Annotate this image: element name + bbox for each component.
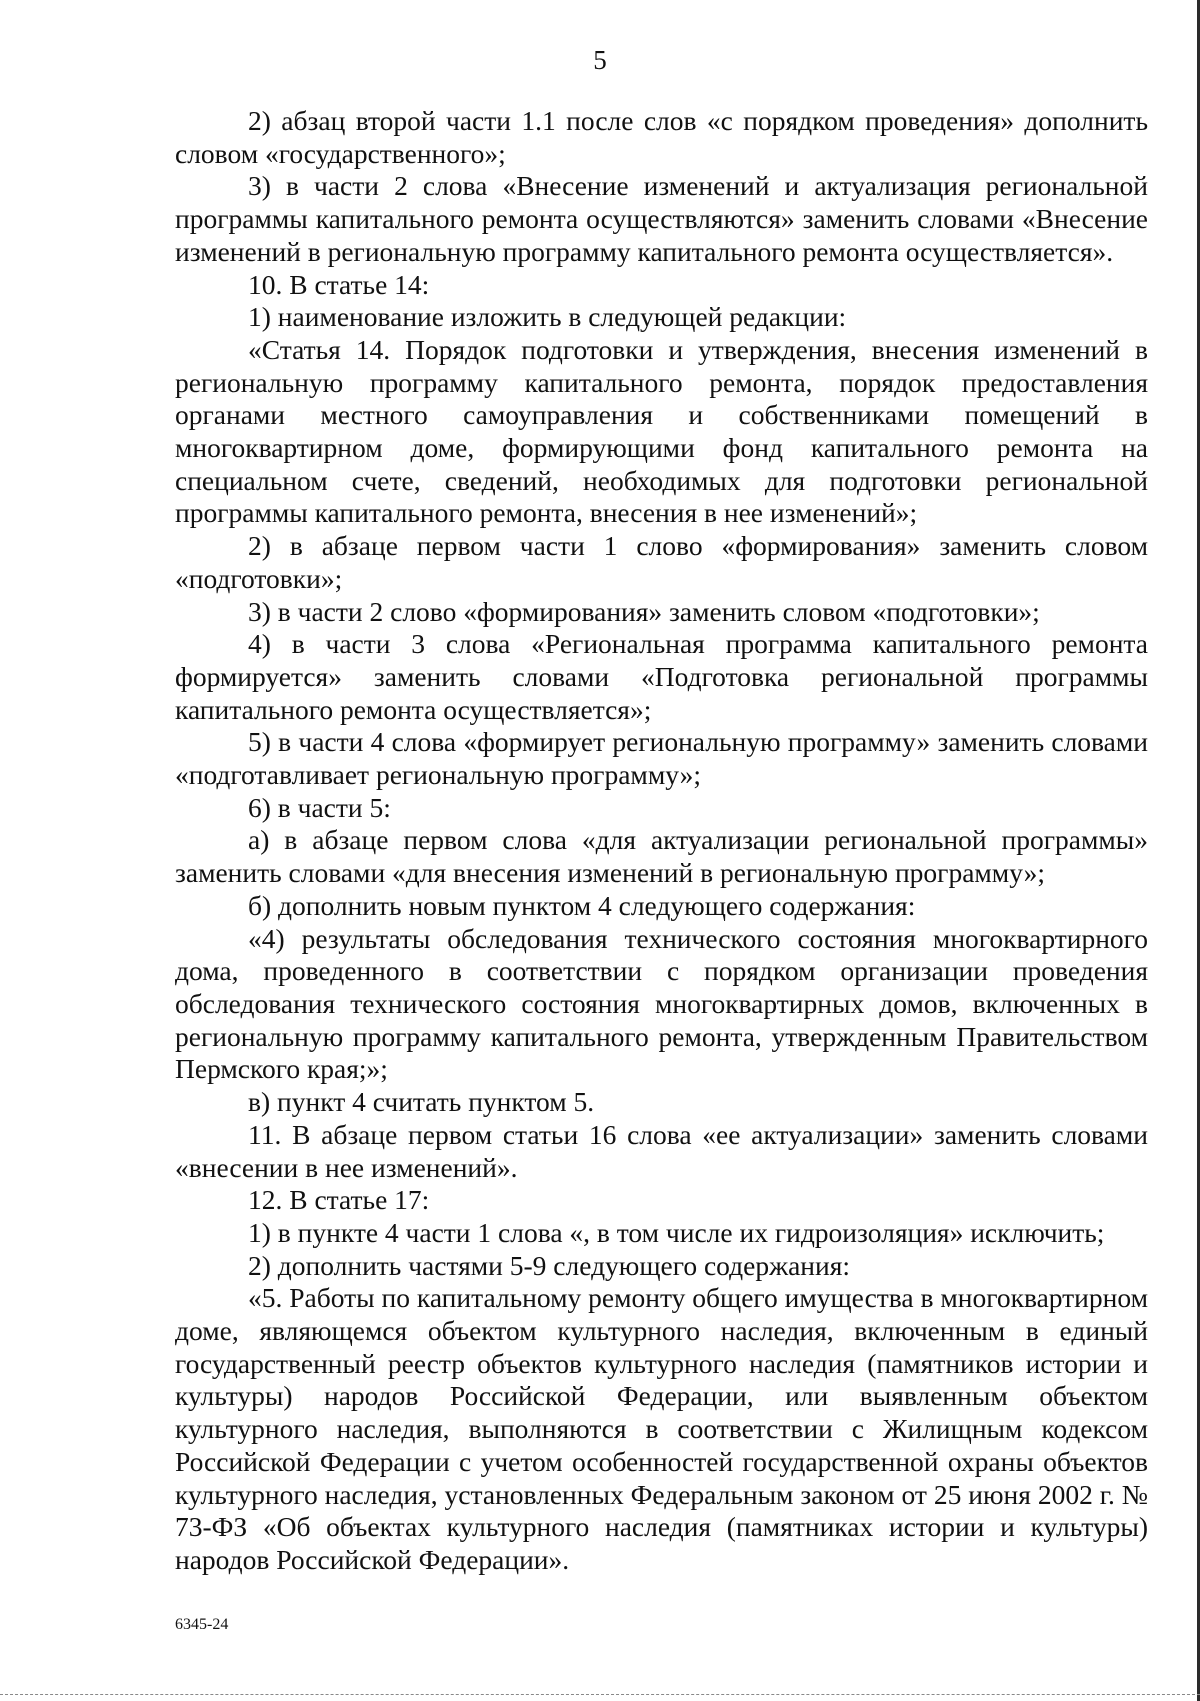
paragraph: «Статья 14. Порядок подготовки и утверждения, внесения изменений в региональную программу капитального ремонта, порядок предоставления органами местного самоуправления и собственниками помещений в многоквартирном доме, формирующими фонд капитального ремонта на специальном счете, сведений, необходимых для подготовки региональной программы капитального ремонта, внесения в нее изменений»;	[175, 333, 1148, 529]
paragraph: 2) абзац второй части 1.1 после слов «с порядком проведения» дополнить словом «государственного»;	[175, 105, 1148, 169]
paragraph: а) в абзаце первом слова «для актуализации региональной программы» заменить словами «для внесения изменений в региональную программу»;	[175, 824, 1148, 889]
paragraph: 4) в части 3 слова «Региональная программа капитального ремонта формируется» заменить словами «Подготовка региональной программы капитального ремонта осуществляется»;	[175, 628, 1148, 725]
paragraph: 2) дополнить частями 5-9 следующего содержания:	[248, 1249, 850, 1281]
paragraph: 6) в части 5:	[248, 791, 391, 823]
paragraph: в) пункт 4 считать пунктом 5.	[248, 1086, 595, 1118]
paragraph: 3) в части 2 слово «формирования» заменить словом «подготовки»;	[248, 595, 1040, 627]
paragraph: 10. В статье 14:	[248, 268, 430, 300]
page-edge-bottom	[0, 1694, 1200, 1695]
paragraph: «5. Работы по капитальному ремонту общего имущества в многоквартирном доме, являющемся объектом культурного наследия, включенным в единый государственный реестр объектов культурного наследия (памятников истории и культуры) народов Российской Федерации, или выявленным объектом культурного наследия, выполняются в соответствии с Жилищным кодексом Российской Федерации с учетом особенностей государственной охраны объектов культурного наследия, установленных Федеральным законом от 25 июня 2002 г. № 73-ФЗ «Об объектах культурного наследия (памятниках истории и культуры) народов Российской Федерации».	[175, 1282, 1148, 1575]
paragraph: 5) в части 4 слова «формирует региональную программу» заменить словами «подготавливает региональную программу»;	[175, 726, 1148, 791]
paragraph: «4) результаты обследования технического состояния многоквартирного дома, проведенного в соответствии с порядком организации проведения обследования технического состояния многоквартирных домов, включенных в региональную программу капитального ремонта, утвержденным Правительством Пермского края;»;	[175, 922, 1148, 1085]
paragraph: 11. В абзаце первом статьи 16 слова «ее актуализации» заменить словами «внесении в нее изменений».	[175, 1118, 1148, 1183]
paragraph: 3) в части 2 слова «Внесение изменений и актуализация региональной программы капитального ремонта осуществляются» заменить словами «Внесение изменений в региональную программу капитального ремонта осуществляется».	[175, 170, 1148, 267]
paragraph: 2) в абзаце первом части 1 слово «формирования» заменить словом «подготовки»;	[175, 530, 1148, 594]
paragraph: б) дополнить новым пунктом 4 следующего содержания:	[248, 889, 916, 921]
paragraph: 1) наименование изложить в следующей редакции:	[248, 301, 847, 333]
page-number: 5	[593, 45, 607, 75]
document-body	[175, 105, 1148, 1577]
paragraph: 12. В статье 17:	[248, 1184, 430, 1216]
paragraph: 1) в пункте 4 части 1 слова «, в том числе их гидроизоляция» исключить;	[248, 1216, 1105, 1248]
document-code: 6345-24	[175, 1616, 229, 1633]
